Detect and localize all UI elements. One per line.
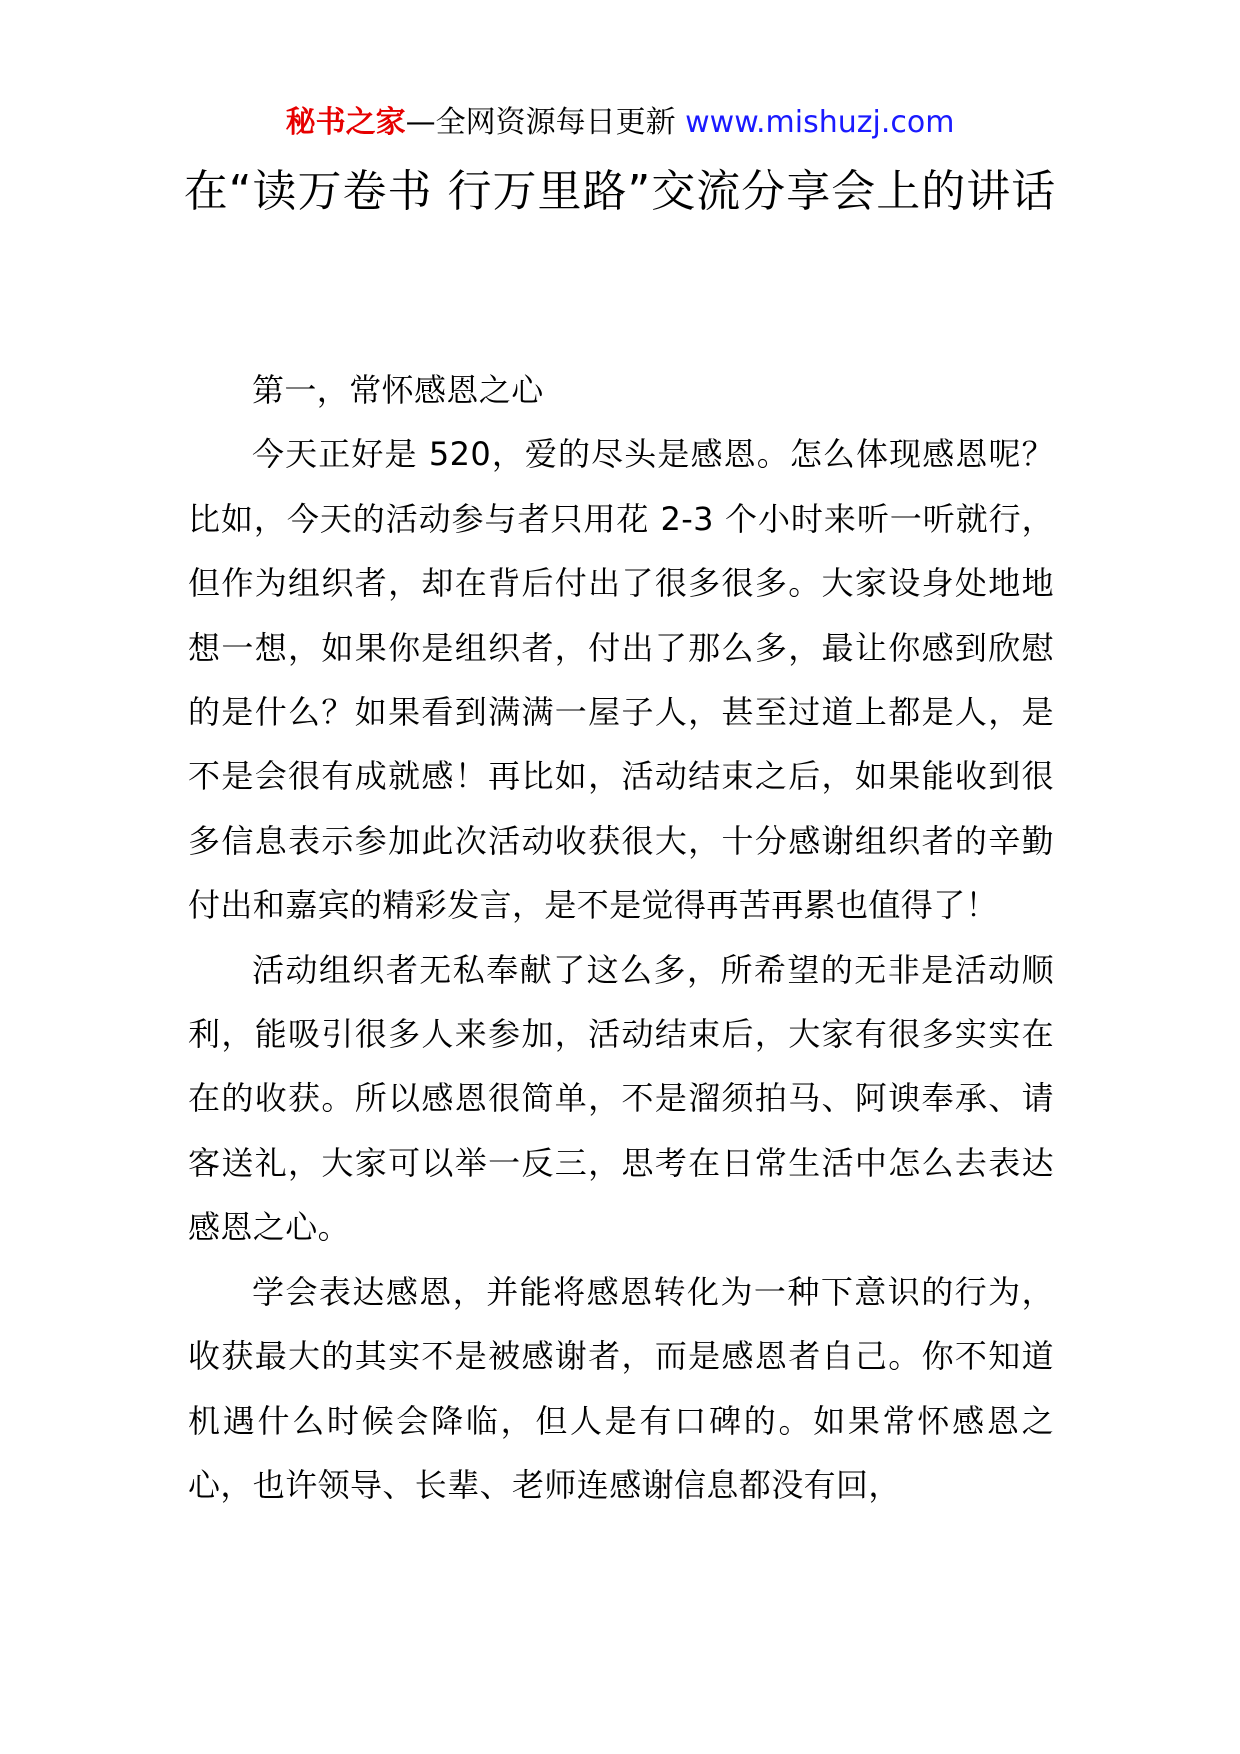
site-brand: 秘书之家	[285, 105, 406, 140]
document-body	[188, 358, 1054, 1517]
site-tagline: —全网资源每日更新	[405, 105, 686, 140]
body-paragraph: 今天正好是 520，爱的尽头是感恩。怎么体现感恩呢？比如，今天的活动参与者只用花 2-3 个小时来听一听就行，但作为组织者，却在背后付出了很多很多。大家设身处地地想一想，如果你是组织者，付出了那么多，最让你感到欣慰的是什么？如果看到满满一屋子人，甚至过道上都是人，是不是会很有成就感！再比如，活动结束之后，如果能收到很多信息表示参加此次活动收获很大，十分感谢组织者的辛勤付出和嘉宾的精彩发言，是不是觉得再苦再累也值得了！	[188, 435, 1054, 925]
document-title: 在“读万卷书 行万里路”交流分享会上的讲话	[183, 166, 1057, 217]
section-heading: 第一，常怀感恩之心	[252, 371, 544, 409]
site-header	[0, 103, 1240, 143]
site-url-link[interactable]: www.mishuzj.com	[685, 105, 955, 140]
body-paragraph: 学会表达感恩，并能将感恩转化为一种下意识的行为，收获最大的其实不是被感谢者，而是感恩者自己。你不知道机遇什么时候会降临，但人是有口碑的。如果常怀感恩之心，也许领导、长辈、老师连感谢信息都没有回，	[188, 1272, 1054, 1504]
body-paragraph: 活动组织者无私奉献了这么多，所希望的无非是活动顺利，能吸引很多人来参加，活动结束后，大家有很多实实在在的收获。所以感恩很简单，不是溜须拍马、阿谀奉承、请客送礼，大家可以举一反三，思考在日常生活中怎么去表达感恩之心。	[188, 950, 1054, 1247]
